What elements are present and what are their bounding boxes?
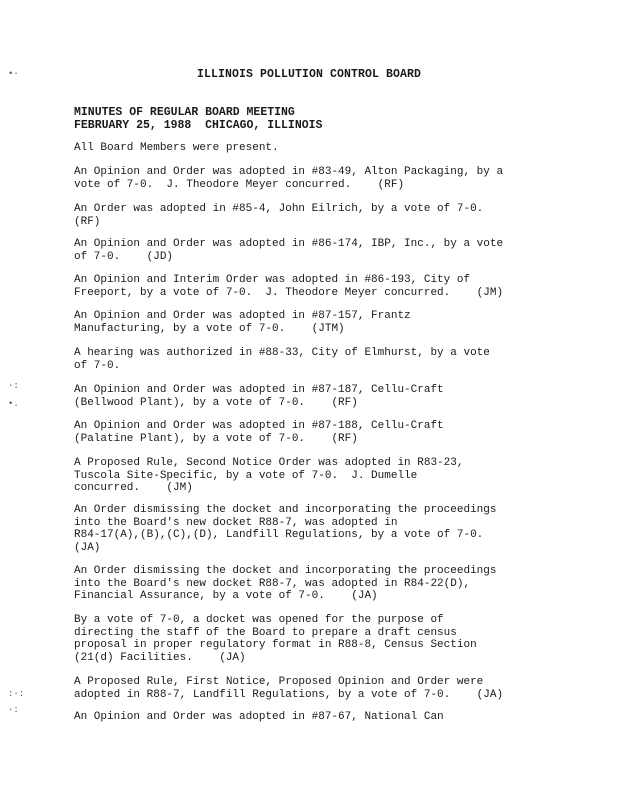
meeting-date-location: FEBRUARY 25, 1988 CHICAGO, ILLINOIS xyxy=(74,119,323,132)
paragraph: An Order dismissing the docket and incorporating the proceedings into the Board's new docket R88-7, was adopted in R84-17(A),(B),(C),(D), Landfill Regulations, by a vote of 7-0. (JA) xyxy=(74,504,497,554)
paragraph: An Opinion and Interim Order was adopted in #86-193, City of Freeport, by a vote of 7-0. J. Theodore Meyer concurred. (JM) xyxy=(74,274,504,299)
paragraph: By a vote of 7-0, a docket was opened for the purpose of directing the staff of the Board to prepare a draft census proposal in proper regulatory format in R88-8, Census Section (21(d) Facilities. (JA) xyxy=(74,614,477,664)
meeting-title: MINUTES OF REGULAR BOARD MEETING xyxy=(74,106,295,119)
paragraph: An Opinion and Order was adopted in #83-49, Alton Packaging, by a vote of 7-0. J. Theodore Meyer concurred. (RF) xyxy=(74,166,504,191)
paragraph: An Opinion and Order was adopted in #87-188, Cellu-Craft (Palatine Plant), by a vote of 7-0. (RF) xyxy=(74,420,444,445)
scan-speck: •· xyxy=(8,69,19,79)
paragraph: An Opinion and Order was adopted in #86-174, IBP, Inc., by a vote of 7-0. (JD) xyxy=(74,238,504,263)
paragraph: An Order dismissing the docket and incorporating the proceedings into the Board's new docket R88-7, was adopted in R84-22(D), Financial Assurance, by a vote of 7-0. (JA) xyxy=(74,565,497,603)
scan-speck: •. xyxy=(8,399,19,409)
paragraph: An Opinion and Order was adopted in #87-157, Frantz Manufacturing, by a vote of 7-0. (JTM) xyxy=(74,310,411,335)
paragraph: A Proposed Rule, Second Notice Order was adopted in R83-23, Tuscola Site-Specific, by a vote of 7-0. J. Dumelle concurred. (JM) xyxy=(74,457,464,495)
scan-speck: ·: xyxy=(8,381,19,391)
paragraph: A hearing was authorized in #88-33, City of Elmhurst, by a vote of 7-0. xyxy=(74,347,490,372)
meeting-heading xyxy=(74,106,322,132)
scan-speck: :·: xyxy=(8,689,25,699)
paragraph: An Order was adopted in #85-4, John Eilrich, by a vote of 7-0. (RF) xyxy=(74,203,484,228)
paragraph: An Opinion and Order was adopted in #87-67, National Can xyxy=(74,711,444,723)
paragraph: An Opinion and Order was adopted in #87-187, Cellu-Craft (Bellwood Plant), by a vote of 7-0. (RF) xyxy=(74,384,444,409)
paragraph: A Proposed Rule, First Notice, Proposed Opinion and Order were adopted in R88-7, Landfill Regulations, by a vote of 7-0. (JA) xyxy=(74,676,504,701)
scan-speck: ·: xyxy=(8,705,19,715)
paragraph: All Board Members were present. xyxy=(74,142,279,154)
document-title: ILLINOIS POLLUTION CONTROL BOARD xyxy=(196,68,422,81)
